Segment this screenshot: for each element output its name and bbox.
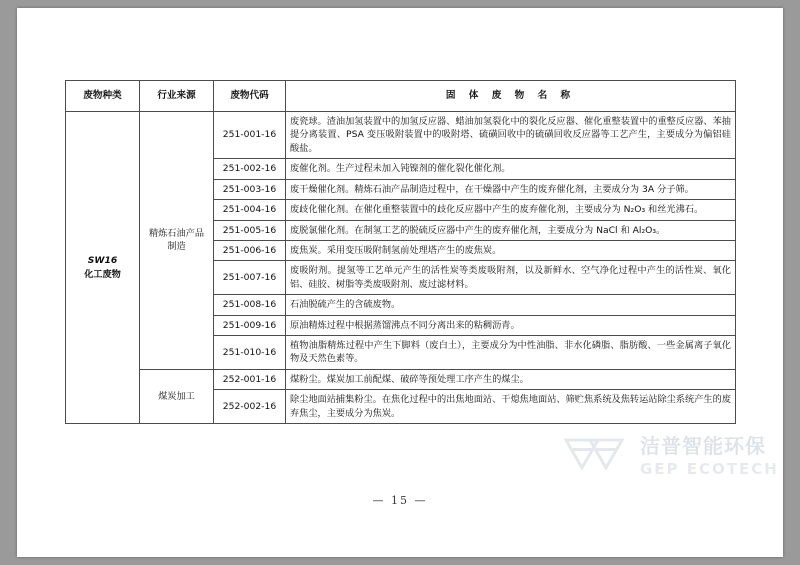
column-header-industry-source: 行业来源 bbox=[140, 81, 214, 112]
cell-waste-code: 251-006-16 bbox=[214, 240, 286, 260]
industry-source-line1: 煤炭加工 bbox=[158, 390, 195, 402]
cell-waste-code: 251-003-16 bbox=[214, 179, 286, 199]
table-header bbox=[66, 81, 736, 112]
cell-waste-code: 252-001-16 bbox=[214, 369, 286, 389]
column-header-waste-name: 固 体 废 物 名 称 bbox=[286, 81, 736, 112]
cell-industry-source bbox=[140, 369, 214, 423]
cell-waste-code: 251-001-16 bbox=[214, 112, 286, 159]
column-header-waste-kind: 废物种类 bbox=[66, 81, 140, 112]
waste-kind-code: SW16 bbox=[87, 255, 118, 267]
table-header-row bbox=[66, 81, 736, 112]
industry-source-line2: 制造 bbox=[167, 241, 186, 253]
cell-waste-code: 251-007-16 bbox=[214, 261, 286, 295]
cell-waste-code: 251-002-16 bbox=[214, 159, 286, 179]
cell-waste-description: 废焦炭。采用变压吸附制氢前处理塔产生的废焦炭。 bbox=[286, 240, 736, 260]
cell-waste-description: 废脱氯催化剂。在制氢工艺的脱硫反应器中产生的废弃催化剂，主要成分为 NaCl 和 Al₂O₃。 bbox=[286, 220, 736, 240]
cell-waste-description: 废吸附剂。提氢等工艺单元产生的活性炭等类废吸附剂，以及新鲜水、空气净化过程中产生的活性炭、氧化铝、硅胶、树脂等类废吸附剂、废过滤材料。 bbox=[286, 261, 736, 295]
cell-waste-code: 251-005-16 bbox=[214, 220, 286, 240]
cell-waste-code: 251-008-16 bbox=[214, 295, 286, 315]
watermark-en-text: GEP ECOTECH bbox=[640, 460, 779, 478]
cell-waste-description: 煤粉尘。煤炭加工前配煤、破碎等预处理工序产生的煤尘。 bbox=[286, 369, 736, 389]
watermark-cn-text: 洁普智能环保 bbox=[640, 434, 766, 458]
cell-waste-description: 除尘地面站捕集粉尘。在焦化过程中的出焦地面站、干熄焦地面站、筛贮焦系统及焦转运站除尘系统产生的废弃焦尘，主要成分为焦炭。 bbox=[286, 390, 736, 424]
waste-kind-label: 化工废物 bbox=[84, 268, 121, 280]
table-body bbox=[66, 112, 736, 424]
waste-catalog-table bbox=[65, 80, 736, 424]
cell-waste-description: 废催化剂。生产过程未加入钝镍剂的催化裂化催化剂。 bbox=[286, 159, 736, 179]
table-row bbox=[66, 112, 736, 159]
cell-waste-code: 251-009-16 bbox=[214, 315, 286, 335]
cell-waste-code: 251-010-16 bbox=[214, 336, 286, 370]
industry-source-line1: 精炼石油产品 bbox=[148, 228, 205, 240]
document-page bbox=[17, 8, 783, 557]
cell-waste-code: 252-002-16 bbox=[214, 390, 286, 424]
cell-waste-kind bbox=[66, 112, 140, 424]
table-row bbox=[66, 369, 736, 389]
cell-waste-description: 石油脱硫产生的含硫废物。 bbox=[286, 295, 736, 315]
cell-waste-description: 植物油脂精炼过程中产生下脚料（废白土），主要成分为中性油脂、非水化磷脂、脂肪酸、一些金属离子氧化物及天然色素等。 bbox=[286, 336, 736, 370]
cell-waste-code: 251-004-16 bbox=[214, 200, 286, 220]
cell-waste-description: 废歧化催化剂。在催化重整装置中的歧化反应器中产生的废弃催化剂，主要成分为 N₂O₃ 和丝光沸石。 bbox=[286, 200, 736, 220]
cell-industry-source bbox=[140, 112, 214, 370]
watermark bbox=[562, 428, 783, 498]
gep-logo-icon bbox=[564, 434, 636, 474]
cell-waste-description: 原油精炼过程中根据蒸馏沸点不同分离出来的粘稠沥青。 bbox=[286, 315, 736, 335]
column-header-waste-code: 废物代码 bbox=[214, 81, 286, 112]
cell-waste-description: 废瓷球。渣油加氢装置中的加氢反应器、蜡油加氢裂化中的裂化反应器、催化重整装置中的重整反应器、苯抽提分离装置、PSA 变压吸附装置中的吸附塔、硫磺回收中的硫磺回收反应器等工艺产生，主要成分为偏铝硅酸盐。 bbox=[286, 112, 736, 159]
cell-waste-description: 废干燥催化剂。精炼石油产品制造过程中，在干燥器中产生的废弃催化剂，主要成分为 3A 分子筛。 bbox=[286, 179, 736, 199]
page-number: — 15 — bbox=[372, 494, 428, 507]
waste-catalog-table-container bbox=[65, 80, 735, 424]
